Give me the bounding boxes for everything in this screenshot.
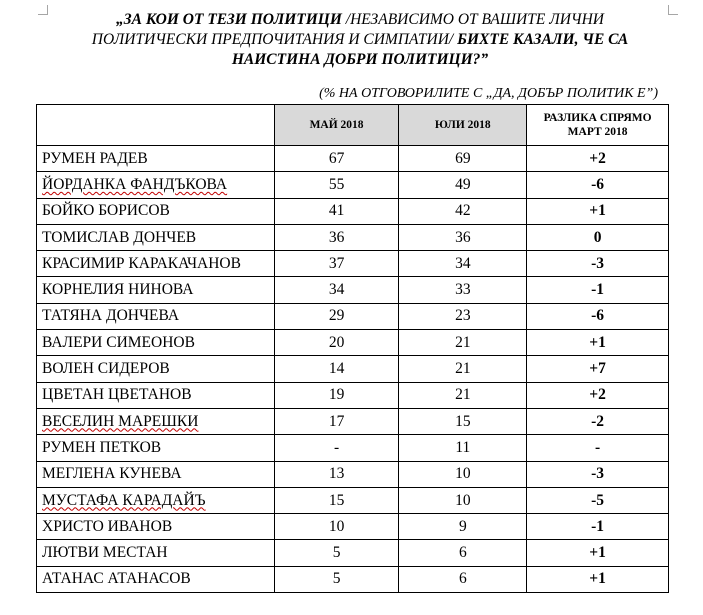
- july-2018-value-text: 10: [455, 491, 471, 509]
- may-2018-value: [274, 198, 399, 224]
- may-2018-value: [274, 330, 399, 356]
- page-margin-mark-left: [38, 5, 48, 15]
- may-2018-value: [274, 224, 399, 250]
- may-2018-value-text: -: [333, 438, 340, 456]
- title-part-1: „ЗА КОИ ОТ ТЕЗИ ПОЛИТИЦИ: [116, 11, 342, 28]
- table-row: [37, 487, 669, 513]
- table-row: [37, 146, 669, 172]
- difference-value-text: +7: [589, 360, 606, 378]
- july-2018-value: [399, 566, 527, 592]
- table-subtitle: (% НА ОТГОВОРИЛИТЕ С „ДА, ДОБЪР ПОЛИТИК Е”): [319, 86, 658, 101]
- may-2018-value-text: 41: [328, 202, 345, 220]
- july-2018-value-text: 6: [458, 570, 467, 588]
- july-2018-value: [399, 382, 527, 408]
- difference-value: [527, 224, 669, 250]
- difference-value: [527, 303, 669, 329]
- difference-value-text: 0: [593, 228, 602, 246]
- politician-name: [37, 251, 275, 277]
- politician-name-text: ВЕСЕЛИН МАРЕШКИ: [42, 412, 199, 430]
- july-2018-value: [399, 172, 527, 198]
- difference-value: [527, 277, 669, 303]
- july-2018-value-text: 21: [455, 333, 471, 351]
- difference-value: [527, 540, 669, 566]
- difference-value-text: -6: [591, 307, 605, 325]
- politician-name: [37, 356, 275, 382]
- may-2018-value-text: 10: [328, 517, 345, 535]
- table-row: [37, 408, 669, 434]
- july-2018-value-text: 6: [458, 544, 467, 562]
- may-2018-value-text: 29: [328, 307, 345, 325]
- table-row: [37, 330, 669, 356]
- politician-name-text: ЦВЕТАН ЦВЕТАНОВ: [42, 386, 192, 404]
- difference-value-text: +2: [589, 386, 606, 404]
- difference-value-text: -3: [591, 254, 605, 272]
- politician-name-text: ВОЛЕН СИДЕРОВ: [42, 360, 170, 378]
- survey-question-title: [60, 10, 660, 70]
- difference-value-text: -3: [591, 465, 605, 483]
- difference-value-text: +1: [589, 570, 606, 588]
- difference-value: [527, 461, 669, 487]
- may-2018-value: [274, 172, 399, 198]
- may-2018-value-text: 37: [328, 254, 345, 272]
- july-2018-value-text: 69: [455, 149, 471, 167]
- difference-value: [527, 514, 669, 540]
- may-2018-value: [274, 540, 399, 566]
- politician-name: [37, 382, 275, 408]
- politician-name-text: ВАЛЕРИ СИМЕОНОВ: [42, 333, 195, 351]
- politician-name: [37, 198, 275, 224]
- table-header-row: [37, 105, 669, 146]
- politician-name: [37, 540, 275, 566]
- july-2018-value-text: 36: [455, 228, 471, 246]
- politician-name-text: КОРНЕЛИЯ НИНОВА: [42, 281, 194, 299]
- difference-value-text: -1: [591, 517, 605, 535]
- table-row: [37, 251, 669, 277]
- difference-value: [527, 487, 669, 513]
- politician-name: [37, 566, 275, 592]
- july-2018-value-text: 49: [455, 175, 471, 193]
- politician-name-text: ЛЮТВИ МЕСТАН: [42, 544, 168, 562]
- july-2018-value-text: 34: [455, 254, 471, 272]
- may-2018-value-text: 67: [328, 149, 345, 167]
- july-2018-value-text: 9: [458, 517, 467, 535]
- july-2018-value: [399, 461, 527, 487]
- may-2018-value-text: 5: [332, 570, 341, 588]
- july-2018-value: [399, 224, 527, 250]
- table-row: [37, 172, 669, 198]
- may-2018-value-text: 5: [332, 544, 341, 562]
- header-name: [37, 105, 275, 146]
- may-2018-value-text: 36: [328, 228, 345, 246]
- may-2018-value: [274, 514, 399, 540]
- may-2018-value-text: 34: [328, 281, 345, 299]
- difference-value: [527, 251, 669, 277]
- politician-name: [37, 277, 275, 303]
- may-2018-value: [274, 435, 399, 461]
- difference-value-text: +2: [589, 149, 606, 167]
- politician-name: [37, 224, 275, 250]
- politician-name: [37, 461, 275, 487]
- may-2018-value-text: 20: [328, 333, 345, 351]
- difference-value-text: +1: [589, 333, 606, 351]
- politician-name-text: ЙОРДАНКА ФАНДЪКОВА: [42, 175, 228, 193]
- july-2018-value-text: 21: [455, 360, 471, 378]
- difference-value-text: +1: [589, 544, 606, 562]
- politician-name: [37, 514, 275, 540]
- politician-name: [37, 487, 275, 513]
- may-2018-value: [274, 566, 399, 592]
- difference-value: [527, 356, 669, 382]
- politician-name-text: МЕГЛЕНА КУНЕВА: [42, 465, 182, 483]
- july-2018-value-text: 33: [455, 281, 471, 299]
- may-2018-value: [274, 303, 399, 329]
- table-row: [37, 461, 669, 487]
- difference-value-text: -1: [591, 281, 605, 299]
- politicians-rating-table: [36, 104, 669, 593]
- july-2018-value: [399, 487, 527, 513]
- table-row: [37, 382, 669, 408]
- difference-value-text: -2: [591, 412, 605, 430]
- july-2018-value-text: 23: [455, 307, 471, 325]
- difference-value-text: -6: [591, 175, 605, 193]
- politician-name: [37, 408, 275, 434]
- title-part-2: /НЕЗАВИСИМО ОТ ВАШИТЕ ЛИЧНИ ПОЛИТИЧЕСКИ ПРЕДПОЧИТАНИЯ И СИМПАТИИ/: [91, 11, 604, 48]
- header-july-2018: ЮЛИ 2018: [399, 105, 527, 146]
- july-2018-value-text: 42: [455, 202, 471, 220]
- july-2018-value-text: 15: [455, 412, 471, 430]
- july-2018-value: [399, 330, 527, 356]
- table-row: [37, 514, 669, 540]
- difference-value: [527, 408, 669, 434]
- table-row: [37, 303, 669, 329]
- politician-name-text: ХРИСТО ИВАНОВ: [42, 517, 173, 535]
- may-2018-value: [274, 356, 399, 382]
- politician-name-text: ТОМИСЛАВ ДОНЧЕВ: [42, 228, 197, 246]
- politician-name-text: АТАНАС АТАНАСОВ: [42, 570, 191, 588]
- table-row: [37, 540, 669, 566]
- difference-value: [527, 198, 669, 224]
- july-2018-value-text: 10: [455, 465, 471, 483]
- july-2018-value: [399, 435, 527, 461]
- july-2018-value: [399, 251, 527, 277]
- july-2018-value: [399, 303, 527, 329]
- politician-name: [37, 435, 275, 461]
- difference-value: [527, 172, 669, 198]
- may-2018-value-text: 17: [328, 412, 345, 430]
- may-2018-value-text: 15: [328, 491, 345, 509]
- politician-name-text: БОЙКО БОРИСОВ: [42, 202, 170, 220]
- table-row: [37, 566, 669, 592]
- difference-value: [527, 146, 669, 172]
- july-2018-value: [399, 277, 527, 303]
- difference-value: [527, 566, 669, 592]
- may-2018-value-text: 13: [328, 465, 345, 483]
- may-2018-value: [274, 461, 399, 487]
- politician-name: [37, 303, 275, 329]
- difference-value-text: -5: [591, 491, 605, 509]
- july-2018-value: [399, 540, 527, 566]
- header-difference: РАЗЛИКА СПРЯМО МАРТ 2018: [527, 105, 669, 146]
- july-2018-value: [399, 198, 527, 224]
- politician-name-text: РУМЕН ПЕТКОВ: [42, 438, 162, 456]
- page-margin-mark-right: [668, 5, 678, 15]
- may-2018-value: [274, 408, 399, 434]
- difference-value: [527, 330, 669, 356]
- may-2018-value: [274, 251, 399, 277]
- july-2018-value-text: 21: [455, 386, 471, 404]
- politician-name: [37, 330, 275, 356]
- difference-value-text: -: [595, 438, 601, 456]
- may-2018-value: [274, 277, 399, 303]
- politician-name-text: КРАСИМИР КАРАКАЧАНОВ: [42, 254, 241, 272]
- difference-value: [527, 435, 669, 461]
- may-2018-value-text: 14: [328, 360, 345, 378]
- may-2018-value-text: 55: [328, 175, 345, 193]
- difference-value: [527, 382, 669, 408]
- july-2018-value: [399, 356, 527, 382]
- title-part-3: БИХТЕ КАЗАЛИ, ЧЕ СА НАИСТИНА ДОБРИ ПОЛИТИЦИ?”: [231, 31, 629, 68]
- july-2018-value: [399, 514, 527, 540]
- july-2018-value: [399, 146, 527, 172]
- table-row: [37, 435, 669, 461]
- politician-name-text: МУСТАФА КАРАДАЙЪ: [42, 491, 206, 509]
- july-2018-value: [399, 408, 527, 434]
- may-2018-value: [274, 487, 399, 513]
- politician-name: [37, 146, 275, 172]
- july-2018-value-text: 11: [455, 438, 471, 456]
- table-row: [37, 224, 669, 250]
- may-2018-value-text: 19: [328, 386, 345, 404]
- may-2018-value: [274, 146, 399, 172]
- may-2018-value: [274, 382, 399, 408]
- table-row: [37, 356, 669, 382]
- header-may-2018: МАЙ 2018: [274, 105, 399, 146]
- difference-value-text: +1: [589, 202, 606, 220]
- politician-name-text: РУМЕН РАДЕВ: [42, 149, 148, 167]
- table-row: [37, 198, 669, 224]
- politician-name-text: ТАТЯНА ДОНЧЕВА: [42, 307, 180, 325]
- table-row: [37, 277, 669, 303]
- politician-name: [37, 172, 275, 198]
